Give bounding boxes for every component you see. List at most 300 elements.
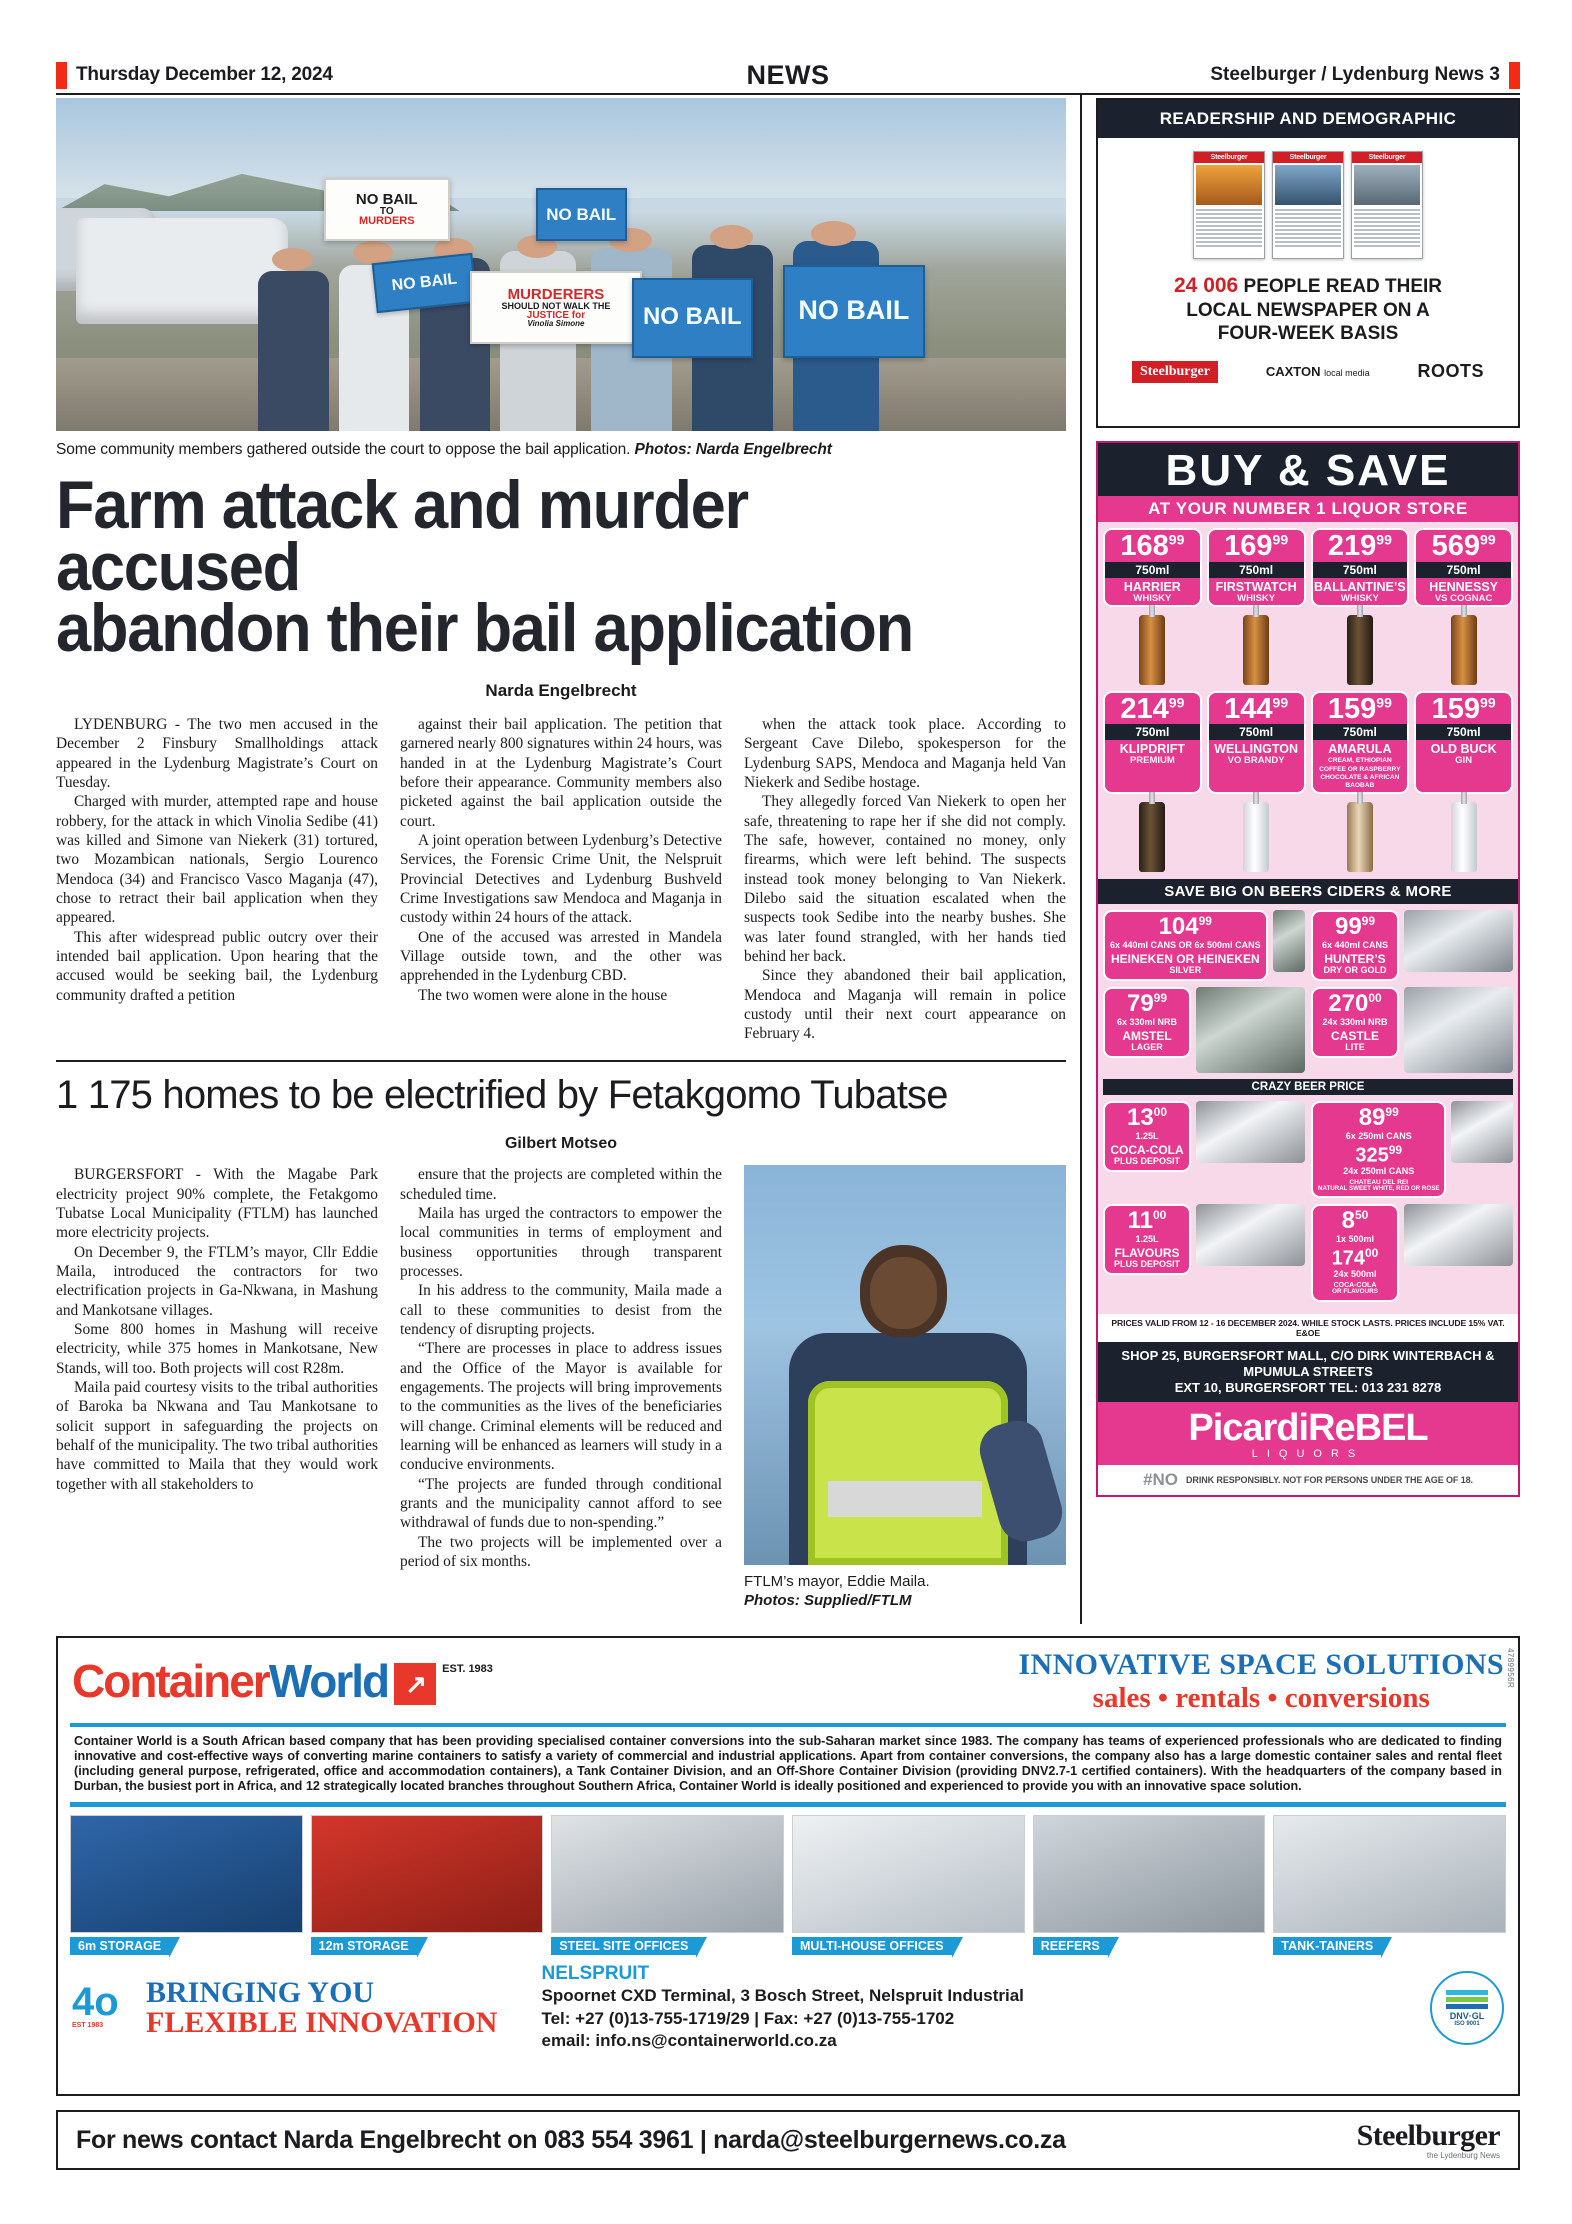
gallery-label: TANK-TAINERS — [1273, 1937, 1381, 1955]
price-cents: 99 — [1480, 694, 1496, 711]
beer-offer — [1311, 987, 1513, 1073]
caption-text: FTLM’s mayor, Eddie Maila. — [744, 1573, 930, 1591]
beer-quantity: 1.25L — [1135, 1131, 1159, 1142]
readership-claim-line3: FOUR-WEEK BASIS — [1217, 322, 1399, 344]
save-big-band: SAVE BIG ON BEERS CIDERS & MORE — [1098, 879, 1518, 904]
sign-text: NO BAIL — [642, 303, 742, 331]
contact-city: NELSPRUIT — [541, 1963, 650, 1985]
address-line-1: SHOP 25, BURGERSFORT MALL, C/O DIRK WINTERBACH & MPUMULA STREETS — [1121, 1348, 1495, 1380]
badge-name: DNV·GL — [1449, 2010, 1485, 2021]
gallery-item — [792, 1815, 1025, 1955]
second-story-photo-column — [744, 1165, 1066, 1611]
bottle-slot — [1207, 609, 1306, 685]
footer-brand — [1356, 2118, 1500, 2160]
price-cents: 99 — [1272, 694, 1289, 711]
arrow-icon: ↗ — [394, 1663, 436, 1705]
paper-masthead: Steelburger — [1273, 152, 1343, 163]
paper-thumbnail — [1272, 151, 1344, 259]
beer-name: FLAVOURS PLUS DEPOSIT — [1113, 1245, 1180, 1269]
second-story-byline: Gilbert Motseo — [504, 1135, 617, 1153]
beer-pack-image — [1451, 1101, 1513, 1163]
paragraph: On December 9, the FTLM’s mayor, Cllr Eddie Maila, introduced the contractors for two electrification projects in Ga-Nkwana, in Mashung and Mankotsane villages. — [56, 1243, 378, 1319]
beer-price-tag — [1311, 910, 1399, 981]
beer-name: HEINEKEN OR HEINEKEN SILVER — [1110, 951, 1260, 975]
product-tile — [1103, 528, 1202, 607]
readership-paper-thumbnails — [1098, 151, 1518, 259]
container-world-gallery — [58, 1815, 1518, 1955]
masthead-page-reference: Steelburger / Lydenburg News 3 — [1210, 64, 1500, 85]
gallery-item — [1273, 1815, 1506, 1955]
protest-sign-no-bail-blue-1 — [536, 188, 627, 241]
beer-price: $99^{99}$ — [1334, 913, 1376, 941]
product-name: KLIPDRIFT PREMIUM — [1105, 740, 1200, 767]
product-desc: WHISKY — [1340, 592, 1379, 604]
beer-price-secondary: $325^{99}$ — [1355, 1142, 1403, 1167]
paragraph: This after widespread public outcry over their intended bail application. Upon hearing that the accused would be seeking bail, the Lydenburg community drafted a petition — [56, 928, 378, 1004]
paragraph: Maila paid courtesy visits to the tribal authorities of Baroka ba Nkwana and Tau Mankotsane to solicit support in safeguarding the projects on behalf of the municipality. The two tribal authorities have committed to Maila that they would work together with all stakeholders to — [56, 1378, 378, 1493]
masthead — [56, 60, 1520, 90]
beer-price-secondary: $174^{00}$ — [1331, 1245, 1379, 1270]
masthead-section-title: NEWS — [746, 59, 830, 90]
liquor-validity-text: PRICES VALID FROM 12 - 16 DECEMBER 2024. WHILE STOCK LASTS. PRICES INCLUDE 15% VAT. E&OE — [1098, 1314, 1518, 1342]
paper-masthead: Steelburger — [1194, 152, 1264, 163]
paragraph: “There are processes in place to address issues and the Office of the Mayor is available for engagements. The projects will bring improvements to the communities as the lives of the beneficiaries will change. Criminal elements will be reduced and learning will be enhanced as learners will study in a conducive environments. — [400, 1340, 722, 1474]
product-volume: 750ml — [1313, 724, 1408, 740]
bottle-slot — [1207, 796, 1306, 872]
container-world-header — [58, 1638, 1518, 1719]
protest-sign-no-bail-blue-2 — [372, 253, 478, 313]
paragraph: The two projects will be implemented over a period of six months. — [400, 1533, 722, 1570]
address-line-2: EXT 10, BURGERSFORT TEL: 013 231 8278 — [1174, 1379, 1442, 1395]
beer-name: COCA-COLA PLUS DEPOSIT — [1110, 1142, 1184, 1166]
beer-quantity: 6x 440ml CANS OR 6x 500ml CANS — [1110, 940, 1261, 951]
beer-price: $89^{99}$ — [1358, 1104, 1399, 1132]
photo-protester-head — [710, 225, 752, 249]
paper-photo — [1196, 165, 1262, 205]
sign-line3: MURDERS — [358, 215, 415, 228]
gallery-item — [311, 1815, 544, 1955]
product-name: OLD BUCK GIN — [1416, 740, 1511, 767]
readership-logo-row — [1098, 361, 1518, 383]
gallery-image — [1273, 1815, 1506, 1933]
paragraph: LYDENBURG - The two men accused in the December 2 Finsbury Smallholdings attack appeared in the Lydenburg Magistrate’s Court on Tuesday. — [56, 715, 378, 791]
sign-names: Vinolia Simone — [527, 318, 585, 328]
readership-claim-line2: LOCAL NEWSPAPER ON A — [1186, 299, 1430, 321]
bottle-icon — [1347, 802, 1373, 872]
bottle-icon — [1451, 802, 1477, 872]
second-story-column-2 — [400, 1165, 722, 1611]
gallery-image — [551, 1815, 784, 1933]
paper-thumbnail — [1351, 151, 1423, 259]
readership-claim — [1098, 273, 1518, 345]
gallery-image — [1033, 1815, 1266, 1933]
dnv-gl-certification-badge — [1430, 1971, 1504, 2045]
responsible-drinking-warning: DRINK RESPONSIBLY. NOT FOR PERSONS UNDER THE AGE OF 18. — [1186, 1474, 1473, 1485]
beer-price: $11^{00}$ — [1127, 1207, 1167, 1235]
beer-offer — [1311, 1101, 1513, 1198]
masthead-rule — [56, 93, 1520, 95]
product-price — [1416, 530, 1511, 562]
container-world-contact — [541, 1963, 1023, 2052]
container-world-logo — [72, 1654, 436, 1707]
container-world-taglines — [1018, 1648, 1504, 1715]
product-price — [1313, 530, 1408, 562]
lead-photo-caption — [56, 431, 1066, 459]
established-year: EST. 1983 — [442, 1662, 493, 1675]
beer-offers-area — [1098, 904, 1518, 1314]
product-volume: 750ml — [1209, 724, 1304, 740]
beer-price: $8^{50}$ — [1341, 1207, 1369, 1235]
container-world-slogan — [146, 1975, 498, 2040]
lead-story-column-2 — [400, 715, 722, 1044]
price-rands: 159 — [1431, 692, 1481, 725]
badge-subtext: EST 1983 — [72, 2022, 104, 2030]
container-world-footer — [58, 1955, 1518, 2052]
product-price — [1209, 693, 1304, 725]
paragraph: One of the accused was arrested in Mandela Village outside town, and the other was apprehended in the Lydenburg CBD. — [400, 928, 722, 985]
paragraph: Maila has urged the contractors to empower the local communities in terms of employment and business opportunities through transparent processes. — [400, 1204, 722, 1280]
mayor-photo-caption — [744, 1565, 1066, 1611]
product-desc: VO BRANDY — [1227, 755, 1285, 767]
beer-name: AMSTEL LAGER — [1122, 1028, 1172, 1052]
product-name: HENNESSY VS COGNAC — [1416, 578, 1511, 605]
paragraph: “The projects are funded through conditional grants and the municipality cannot afford to see withdrawal of funds due to non-spending.” — [400, 1475, 722, 1532]
caxton-tagline: local media — [1324, 368, 1370, 379]
liquor-price-row-2 — [1098, 685, 1518, 795]
sign-line3: JUSTICE for — [526, 309, 586, 321]
paper-text-lines — [1273, 207, 1343, 251]
gallery-label: STEEL SITE OFFICES — [551, 1937, 696, 1955]
readership-advert — [1096, 98, 1520, 428]
bottle-icon — [1347, 615, 1373, 685]
lead-story-headline — [56, 467, 995, 666]
paragraph: They allegedly forced Van Niekerk to open her safe, threatening to rape her if she did not comply. The safe, however, contained no money, only firearms, which were left behind. The suspects instead took money belonging to Van Niekerk. Dilebo said the situation escalated when the suspects took Sedibe into the nearby bushes. She was later found strangled, with her hands tied behind her back. — [744, 793, 1066, 965]
bottle-slot — [1414, 609, 1513, 685]
product-tile — [1311, 528, 1410, 607]
beer-price-tag — [1311, 987, 1399, 1058]
sign-text: NO BAIL — [546, 204, 617, 224]
product-name: BALLANTINE’S WHISKY — [1314, 579, 1406, 604]
liquor-advert — [1096, 441, 1520, 1497]
protest-sign-no-bail-to-murders — [324, 178, 450, 241]
paper-photo — [1354, 165, 1420, 205]
sign-line1: MURDERERS — [507, 286, 605, 304]
price-cents: 99 — [1168, 531, 1185, 548]
brand-name: PicardiReBEL — [1188, 1406, 1428, 1449]
paragraph: when the attack took place. According to Sergeant Cave Dilebo, spokesperson for the Lydenburg SAPS, Mendoca and Maganja held Van Niekerk and Sedibe hostage. — [744, 715, 1066, 791]
protest-sign-no-bail-blue-4 — [783, 265, 924, 358]
beer-pack-image — [1196, 1204, 1305, 1266]
protest-sign-murderers — [470, 271, 642, 344]
product-name: HARRIER WHISKY — [1105, 578, 1200, 605]
mayor-vest-stripe — [828, 1481, 983, 1517]
paragraph: A joint operation between Lydenburg’s Detective Services, the Forensic Crime Unit, the Nelspruit Provincial Detectives and Lydenburg Bushveld Crime Investigations saw Mendoca and Maganja in custody within 24 hours of the attack. — [400, 831, 722, 927]
beer-price: $270^{00}$ — [1328, 990, 1382, 1018]
caption-credit: Photos: Narda Engelbrecht — [634, 441, 832, 458]
badge-bars — [1446, 1990, 1488, 2011]
readership-title: READERSHIP AND DEMOGRAPHIC — [1098, 100, 1518, 138]
logo-part-world: World — [268, 1654, 389, 1707]
container-world-description: Container World is a South African based company that has been providing specialised container conversions into the sub-Saharan market since 1983. The company has teams of experienced professionals who are dedicated to finding innovative and cost-effective ways of converting marine containers to satisfy a variety of commercial and industrial applications. Apart from container conversions, the company also has a large domestic container sales and rental fleet (including general purpose, refrigerated, office and accommodation containers), a Tank Container Division, and an Off-Shore Container Division (providing DNV2.7-1 certified containers). With the headquarters of the company based in Durban, the busiest port in Africa, and 12 strategically located branches throughout Southern Africa, Container World is ideally positioned and experienced to provide you with an innovative space solution. — [74, 1734, 1502, 1794]
product-desc: VS COGNAC — [1434, 592, 1493, 604]
divider-bar — [70, 1802, 1506, 1807]
sign-line2: SHOULD NOT WALK THE — [501, 301, 611, 312]
beer-name: HUNTER’S DRY OR GOLD — [1323, 951, 1387, 975]
liquor-store-address — [1098, 1342, 1518, 1402]
beer-offer — [1103, 910, 1305, 981]
bottle-slot — [1311, 609, 1410, 685]
photo-sky — [56, 98, 1066, 198]
masthead-date: Thursday December 12, 2024 — [76, 64, 333, 85]
beer-offer — [1103, 1101, 1305, 1198]
steelburger-logo: Steelburger — [1132, 361, 1218, 383]
beer-price: $104^{99}$ — [1158, 913, 1212, 941]
advert-code: 4789956R — [1506, 1648, 1515, 1689]
paragraph: Some 800 homes in Mashung will receive electricity, while 375 homes in Mankotsane, New Stands, will too. Both projects will cost R28m. — [56, 1320, 378, 1377]
column-divider — [1080, 94, 1082, 1624]
price-rands: 569 — [1431, 530, 1481, 562]
gallery-item — [551, 1815, 784, 1955]
photo-protester — [258, 271, 329, 431]
price-cents: 99 — [1376, 531, 1392, 548]
paragraph: against their bail application. The petition that garnered nearly 800 signatures within 24 hours, was handed in at the Lydenburg Magistrate’s Court before their appearance. Community members also picketed against the bail application outside the court. — [400, 715, 722, 830]
beer-offer — [1103, 987, 1305, 1073]
price-rands: 144 — [1224, 692, 1273, 725]
editorial-column — [56, 98, 1066, 1611]
beer-quantity: 1x 500ml — [1335, 1234, 1375, 1245]
beer-pack-image — [1273, 910, 1305, 972]
liquor-ad-footer — [1098, 1465, 1518, 1495]
product-volume: 750ml — [1416, 724, 1511, 740]
beer-row — [1103, 987, 1513, 1073]
product-desc: PREMIUM — [1129, 755, 1175, 767]
product-tile — [1207, 528, 1306, 607]
beer-price-tag — [1311, 1101, 1446, 1198]
price-cents: 99 — [1272, 531, 1289, 548]
beer-quantity-secondary: 24x 500ml — [1333, 1269, 1377, 1280]
badge-number: 4o — [72, 1980, 119, 2025]
beer-name: CHATEAU DEL REI NATURAL SWEET WHITE, RED OR ROSE — [1318, 1178, 1440, 1192]
product-tile — [1414, 528, 1513, 607]
product-desc: WHISKY — [1237, 592, 1276, 604]
beer-pack-image — [1404, 910, 1513, 972]
paragraph: Since they abandoned their bail application, Mendoca and Maganja will remain in police custody until their next court appearance on February 4. — [744, 967, 1066, 1043]
story-separator-rule — [56, 1060, 1066, 1062]
paragraph: In his address to the community, Maila made a call to these communities to desist from the tendency of disrupting projects. — [400, 1282, 722, 1338]
mayor-photo — [744, 1165, 1066, 1565]
bottle-icon — [1451, 615, 1477, 685]
paper-photo — [1275, 165, 1341, 205]
bottle-icon — [1243, 802, 1269, 872]
price-rands: 219 — [1327, 530, 1377, 562]
bottle-icon — [1243, 615, 1269, 685]
bottle-images-row-2 — [1098, 794, 1518, 872]
price-cents: 99 — [1168, 694, 1185, 711]
slogan-line-2: FLEXIBLE INNOVATION — [146, 2006, 498, 2040]
bottle-images-row-1 — [1098, 607, 1518, 685]
caxton-logo — [1266, 364, 1370, 379]
lead-story-column-3 — [744, 715, 1066, 1044]
liquor-ad-subtitle: AT YOUR NUMBER 1 LIQUOR STORE — [1098, 496, 1518, 522]
badge-iso: ISO 9001 — [1454, 2020, 1480, 2027]
lead-story-column-1 — [56, 715, 378, 1044]
product-price — [1209, 530, 1304, 562]
picardi-rebel-logo — [1098, 1402, 1518, 1465]
logo-part-container: Container — [72, 1654, 269, 1707]
price-rands: 168 — [1120, 530, 1169, 562]
paragraph: The two women were alone in the house — [418, 986, 668, 1004]
beer-price-tag — [1311, 1204, 1399, 1302]
bottle-icon — [1139, 615, 1165, 685]
headline-line-2: abandon their bail application — [56, 589, 913, 666]
product-volume: 750ml — [1416, 562, 1511, 578]
beer-quantity-secondary: 24x 250ml CANS — [1343, 1166, 1415, 1177]
bottle-slot — [1103, 796, 1202, 872]
product-price — [1105, 530, 1200, 562]
product-desc: CREAM, ETHIOPIAN COFFEE OR RASPBERRY CHOCOLATE & AFRICAN BAOBAB — [1319, 757, 1401, 790]
liquor-price-row-1 — [1098, 522, 1518, 607]
protest-sign-no-bail-blue-3 — [632, 278, 753, 358]
beer-quantity: 6x 330ml NRB — [1116, 1017, 1178, 1028]
paragraph: Charged with murder, attempted rape and house robbery, for the attack in which Vinolia Sedibe (41) was killed and Simone van Niekerk (31) tortured, two Mozambican nationals, Sergio Lourenco Mendoca (34) and Francisco Vasco Maganja (47), chose to retract their bail application when they appeared. — [56, 793, 378, 927]
product-price — [1416, 693, 1511, 725]
readership-number: 24 006 — [1174, 274, 1239, 297]
product-volume: 750ml — [1105, 562, 1200, 578]
beer-pack-image — [1196, 1101, 1305, 1163]
price-rands: 169 — [1224, 530, 1273, 562]
paper-thumbnail — [1193, 151, 1265, 259]
price-cents: 99 — [1480, 531, 1496, 548]
forty-years-badge — [72, 1982, 128, 2034]
roots-logo: ROOTS — [1417, 361, 1485, 382]
sign-line2: TO — [379, 205, 394, 217]
caption-credit: Photos: Supplied/FTLM — [744, 1592, 912, 1610]
beer-price-tag — [1103, 910, 1268, 981]
lead-story-byline: Narda Engelbrecht — [485, 680, 637, 700]
contact-email: email: info.ns@containerworld.co.za — [541, 2031, 837, 2051]
product-name: WELLINGTON VO BRANDY — [1209, 740, 1304, 767]
beer-quantity: 6x 250ml CANS — [1345, 1131, 1412, 1142]
price-rands: 159 — [1327, 692, 1377, 725]
product-volume: 750ml — [1313, 562, 1408, 578]
paper-text-lines — [1194, 207, 1264, 251]
beer-pack-image — [1196, 987, 1305, 1073]
paper-masthead: Steelburger — [1352, 152, 1422, 163]
beer-offer — [1311, 1204, 1513, 1302]
product-name: FIRSTWATCH WHISKY — [1209, 578, 1304, 605]
gallery-item — [70, 1815, 303, 1955]
gallery-image — [792, 1815, 1025, 1933]
container-world-advert — [56, 1636, 1520, 2096]
footer-contact-text: For news contact Narda Engelbrecht on 083 554 3961 | narda@steelburgernews.co.za — [76, 2125, 1066, 2154]
product-volume: 750ml — [1105, 724, 1200, 740]
price-cents: 99 — [1376, 694, 1392, 711]
price-rands: 214 — [1120, 692, 1169, 725]
beer-price-tag — [1103, 987, 1191, 1058]
beer-offer — [1103, 1204, 1305, 1302]
bottle-icon — [1139, 802, 1165, 872]
product-volume: 750ml — [1209, 562, 1304, 578]
beer-row — [1103, 1101, 1513, 1198]
gallery-label: MULTI-HOUSE OFFICES — [792, 1937, 952, 1955]
paragraph: ensure that the projects are completed within the scheduled time. — [400, 1166, 722, 1203]
page-footer — [56, 2110, 1520, 2170]
beer-quantity: 6x 440ml CANS — [1321, 940, 1389, 951]
gallery-image — [311, 1815, 544, 1933]
beer-pack-image — [1404, 987, 1513, 1073]
photo-car-foreground — [76, 218, 288, 325]
beer-name: COCA-COLA OR FLAVOURS — [1331, 1281, 1379, 1296]
paragraph: BURGERSFORT - With the Magabe Park electricity project 90% complete, the Fetakgomo Tubatse Local Municipality (FTLM) has launched more electricity projects. — [56, 1166, 378, 1242]
mayor-safety-vest — [808, 1381, 1008, 1565]
gallery-label: 12m STORAGE — [311, 1937, 417, 1955]
caxton-name: CAXTON — [1265, 364, 1321, 380]
brand-subtitle: LIQUORS — [1251, 1447, 1365, 1460]
beer-price-tag — [1103, 1101, 1191, 1172]
beer-price: $13^{00}$ — [1126, 1104, 1168, 1132]
beer-price: $79^{99}$ — [1126, 990, 1168, 1018]
lead-story-body — [56, 715, 1066, 1044]
beer-quantity: 1.25L — [1135, 1234, 1159, 1245]
mayor-face — [870, 1257, 938, 1329]
beer-name: CASTLE LITE — [1331, 1028, 1379, 1052]
beer-row — [1103, 1204, 1513, 1302]
bottle-slot — [1103, 609, 1202, 685]
product-price — [1105, 693, 1200, 725]
beer-row — [1103, 910, 1513, 981]
headline-line-1: Farm attack and murder accused — [56, 467, 748, 605]
bottle-slot — [1414, 796, 1513, 872]
crazy-beer-price-band: CRAZY BEER PRICE — [1103, 1079, 1513, 1095]
product-desc: GIN — [1455, 755, 1473, 767]
liquor-ad-header — [1098, 443, 1518, 496]
contact-phone: Tel: +27 (0)13-755-1719/29 | Fax: +27 (0)13-755-1702 — [541, 2008, 955, 2028]
tagline-secondary: sales • rentals • conversions — [1092, 1682, 1430, 1714]
bottle-slot — [1311, 796, 1410, 872]
footer-brand-subtitle: the Lydenburg News — [1426, 2150, 1500, 2160]
product-price — [1313, 693, 1408, 725]
gallery-label: 6m STORAGE — [70, 1937, 169, 1955]
product-tile — [1207, 691, 1306, 795]
second-story-body — [56, 1165, 1066, 1611]
second-story-column-1 — [56, 1165, 378, 1611]
beer-price-tag — [1103, 1204, 1191, 1275]
sign-text: NO BAIL — [798, 295, 910, 326]
product-name: AMARULA CREAM, ETHIOPIAN COFFEE OR RASPBERRY CHOCOLATE & AFRICAN BAOBAB — [1313, 740, 1408, 792]
sign-line1: NO BAIL — [355, 190, 418, 208]
tagline-primary: INNOVATIVE SPACE SOLUTIONS — [1018, 1648, 1504, 1681]
lead-story-photo — [56, 98, 1066, 431]
readership-claim-line1: PEOPLE READ THEIR — [1243, 276, 1442, 297]
product-tile — [1311, 691, 1410, 795]
gallery-item — [1033, 1815, 1266, 1955]
liquor-ad-title: BUY & SAVE — [1165, 446, 1451, 495]
paper-text-lines — [1352, 207, 1422, 251]
gallery-image — [70, 1815, 303, 1933]
beer-pack-image — [1404, 1204, 1513, 1266]
beer-quantity: 24x 330ml NRB — [1322, 1017, 1388, 1028]
gallery-label: REEFERS — [1033, 1937, 1108, 1955]
product-tile — [1414, 691, 1513, 795]
second-story-headline: 1 175 homes to be electrified by Fetakgomo Tubatse — [56, 1072, 948, 1117]
hashtag-no-icon: #NO — [1143, 1469, 1179, 1489]
product-desc: WHISKY — [1133, 592, 1172, 604]
beer-offer — [1311, 910, 1513, 981]
photo-protester-head — [272, 248, 312, 271]
footer-brand-name: Steelburger — [1356, 2118, 1500, 2152]
product-tile — [1103, 691, 1202, 795]
sign-text: NO BAIL — [391, 270, 459, 295]
